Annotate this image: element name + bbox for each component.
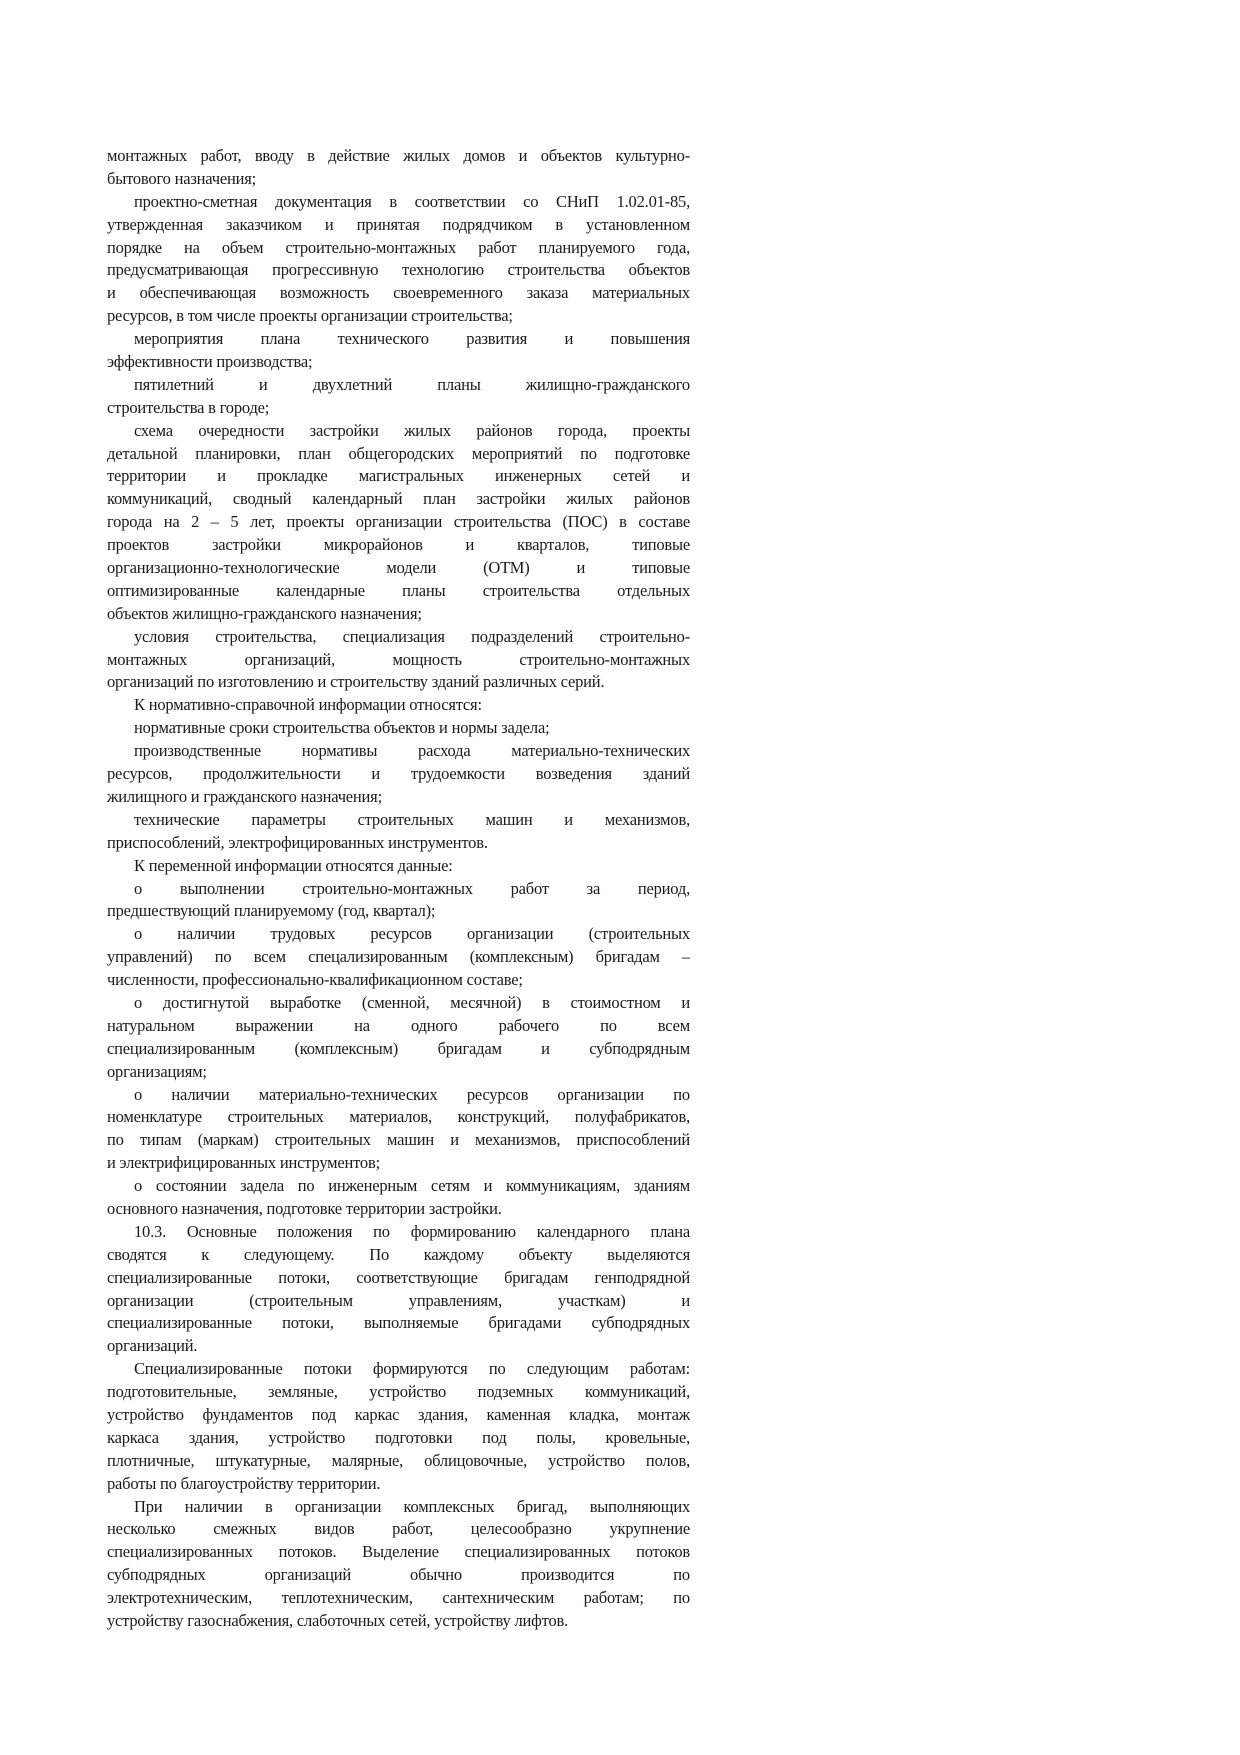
paragraph <box>107 145 690 191</box>
text-line: натуральном выражении на одного рабочего по всем <box>107 1015 690 1035</box>
paragraph <box>107 328 690 374</box>
text-line: основного назначения, подготовке территории застройки. <box>107 1198 502 1218</box>
text-line: коммуникаций, сводный календарный план застройки жилых районов <box>107 489 690 509</box>
paragraph <box>107 1084 690 1176</box>
text-line: по типам (маркам) строительных машин и механизмов, приспособлений <box>107 1130 690 1150</box>
paragraph <box>107 923 690 992</box>
text-line: приспособлений, электрофицированных инструментов. <box>107 832 488 852</box>
text-line: работы по благоустройству территории. <box>107 1473 381 1493</box>
text-line: города на 2 – 5 лет, проекты организации строительства (ПОС) в составе <box>107 512 690 532</box>
text-line: сводятся к следующему. По каждому объекту выделяются <box>107 1244 690 1264</box>
text-line: субподрядных организаций обычно производится по <box>107 1565 690 1585</box>
text-line: о наличии трудовых ресурсов организации (строительных <box>134 924 690 944</box>
text-line: каркаса здания, устройство подготовки под полы, кровельные, <box>107 1427 690 1447</box>
text-line: территории и прокладке магистральных инженерных сетей и <box>107 466 690 486</box>
text-block <box>107 145 690 1633</box>
text-line: предшествующий планируемому (год, квартал); <box>107 901 436 921</box>
text-line: проектно-сметная документация в соответствии со СНиП 1.02.01-85, <box>134 191 690 211</box>
text-line: условия строительства, специализация подразделений строительно- <box>134 626 690 646</box>
text-line: специализированные потоки, выполняемые бригадами субподрядных <box>107 1313 690 1333</box>
text-line: ресурсов, продолжительности и трудоемкости возведения зданий <box>107 764 690 784</box>
text-line: подготовительные, земляные, устройство подземных коммуникаций, <box>107 1382 690 1402</box>
text-line: о состоянии задела по инженерным сетям и коммуникациям, зданиям <box>134 1176 690 1196</box>
text-line: мероприятия плана технического развития и повышения <box>134 329 690 349</box>
text-line: строительства в городе; <box>107 397 270 417</box>
text-line: пятилетний и двухлетний планы жилищно-гражданского <box>134 374 690 394</box>
text-line: производственные нормативы расхода материально-технических <box>134 741 690 761</box>
text-line: о наличии материально-технических ресурсов организации по <box>134 1084 690 1104</box>
text-line: предусматривающая прогрессивную технологию строительства объектов <box>107 260 690 280</box>
text-line: жилищного и гражданского назначения; <box>107 786 382 806</box>
text-line: организациям; <box>107 1061 207 1081</box>
text-line: нормативные сроки строительства объектов и нормы задела; <box>134 718 550 738</box>
paragraph <box>107 694 690 717</box>
paragraph <box>107 855 690 878</box>
paragraph <box>107 626 690 695</box>
text-line: оптимизированные календарные планы строительства отдельных <box>107 580 690 600</box>
text-line: ресурсов, в том числе проекты организации строительства; <box>107 306 513 326</box>
text-line: К переменной информации относятся данные: <box>134 855 453 875</box>
text-line: технические параметры строительных машин и механизмов, <box>134 809 690 829</box>
text-line: специализированным (комплексным) бригадам и субподрядным <box>107 1038 690 1058</box>
text-line: организационно-технологические модели (ОТМ) и типовые <box>107 558 690 578</box>
text-line: утвержденная заказчиком и принятая подрядчиком в установленном <box>107 214 690 234</box>
text-line: устройству газоснабжения, слаботочных сетей, устройству лифтов. <box>107 1611 569 1630</box>
text-line: бытового назначения; <box>107 168 257 188</box>
paragraph <box>107 420 690 626</box>
text-line: плотничные, штукатурные, малярные, облицовочные, устройство полов, <box>107 1450 690 1470</box>
paragraph <box>107 1358 690 1495</box>
paragraph <box>107 717 690 740</box>
text-line: монтажных организаций, мощность строительно-монтажных <box>107 649 690 669</box>
paragraph <box>107 878 690 924</box>
text-line: специализированные потоки, соответствующие бригадам генподрядной <box>107 1267 690 1287</box>
text-line: схема очередности застройки жилых районов города, проекты <box>134 420 690 440</box>
text-line: устройство фундаментов под каркас здания, каменная кладка, монтаж <box>107 1404 690 1424</box>
text-line: монтажных работ, вводу в действие жилых домов и объектов культурно- <box>107 146 690 165</box>
paragraph <box>107 992 690 1084</box>
text-line: о достигнутой выработке (сменной, месячной) в стоимостном и <box>134 992 690 1012</box>
text-line: и электрифицированных инструментов; <box>107 1153 380 1173</box>
text-line: и обеспечивающая возможность своевременного заказа материальных <box>107 283 690 303</box>
paragraph <box>107 191 690 328</box>
text-line: организаций. <box>107 1336 198 1356</box>
paragraph <box>107 1221 690 1358</box>
text-line: проектов застройки микрорайонов и кварталов, типовые <box>107 535 690 555</box>
text-line: о выполнении строительно-монтажных работ за период, <box>134 878 690 898</box>
text-line: численности, профессионально-квалификационном составе; <box>107 970 523 990</box>
text-line: Специализированные потоки формируются по следующим работам: <box>134 1359 690 1379</box>
paragraph <box>107 1175 690 1221</box>
text-line: порядке на объем строительно-монтажных работ планируемого года, <box>107 237 690 257</box>
paragraph <box>107 809 690 855</box>
text-line: электротехническим, теплотехническим, сантехническим работам; по <box>107 1588 690 1608</box>
text-line: номенклатуре строительных материалов, конструкций, полуфабрикатов, <box>107 1107 690 1127</box>
text-line: несколько смежных видов работ, целесообразно укрупнение <box>107 1519 690 1539</box>
text-line: организаций по изготовлению и строительству зданий различных серий. <box>107 672 605 692</box>
text-line: детальной планировки, план общегородских мероприятий по подготовке <box>107 443 690 463</box>
text-line: организации (строительным управлениям, участкам) и <box>107 1290 690 1310</box>
paragraph <box>107 374 690 420</box>
text-line: объектов жилищно-гражданского назначения; <box>107 603 422 623</box>
paragraph <box>107 740 690 809</box>
text-line: специализированных потоков. Выделение специализированных потоков <box>107 1542 690 1562</box>
text-line: К нормативно-справочной информации относятся: <box>134 695 482 715</box>
text-line: При наличии в организации комплексных бригад, выполняющих <box>134 1496 690 1516</box>
paragraph <box>107 1496 690 1633</box>
text-line: 10.3. Основные положения по формированию календарного плана <box>134 1221 690 1241</box>
text-line: эффективности производства; <box>107 352 313 372</box>
text-line: управлений) по всем спецализированным (комплексным) бригадам – <box>107 947 690 967</box>
